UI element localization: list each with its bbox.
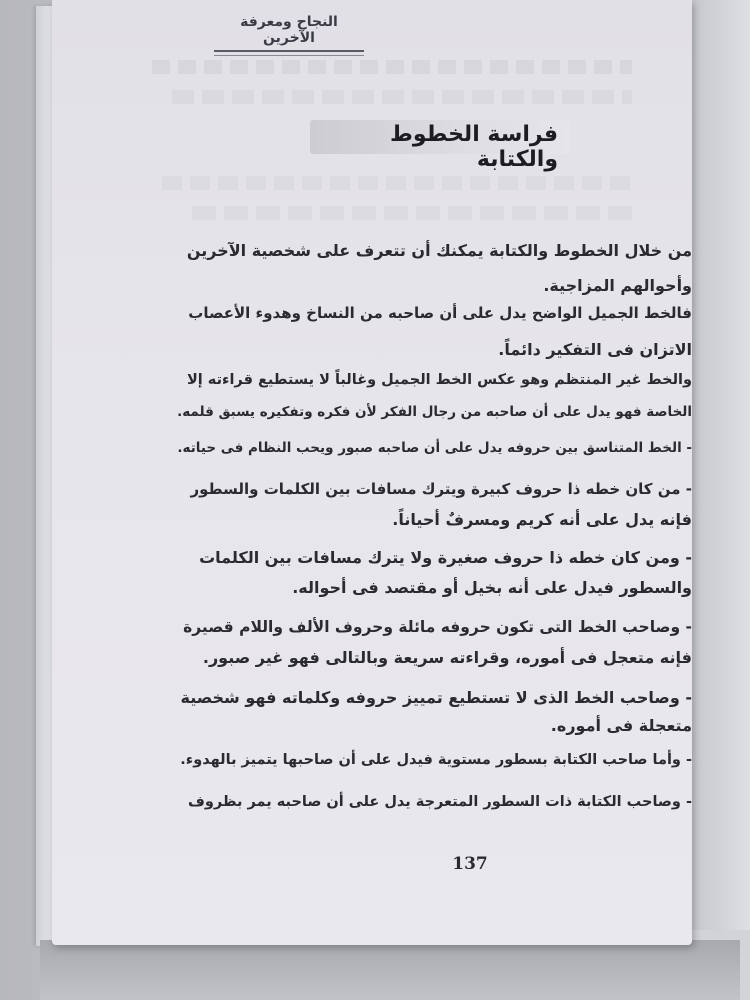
section-title: فراسة الخطوط والكتابة xyxy=(390,122,558,172)
bleed-through xyxy=(162,176,632,190)
text-line: والسطور فيدل على أنه بخيل أو مقتصد فى أحواله. xyxy=(292,578,692,597)
bleed-through xyxy=(152,60,632,74)
text-line: الخاصة فهو يدل على أن صاحبه من رجال الفكر لأن فكره وتفكيره يسبق قلمه. xyxy=(177,404,692,420)
text-line: متعجلة فى أموره. xyxy=(550,716,692,735)
text-line: - ومن كان خطه ذا حروف صغيرة ولا يترك مسافات بين الكلمات xyxy=(199,548,692,567)
text-line: من خلال الخطوط والكتابة يمكنك أن تتعرف على شخصية الآخرين xyxy=(186,241,692,260)
text-line: فإنه يدل على أنه كريم ومسرفٌ أحياناً. xyxy=(392,510,692,529)
text-line: فإنه متعجل فى أموره، وقراءته سريعة وبالتالى فهو غير صبور. xyxy=(202,648,692,667)
text-line: فالخط الجميل الواضح يدل على أن صاحبه من النساخ وهدوء الأعصاب xyxy=(188,304,692,322)
text-line: - وأما صاحب الكتابة بسطور مستوية فيدل على أن صاحبها يتميز بالهدوء. xyxy=(180,752,692,768)
text-line: - من كان خطه ذا حروف كبيرة ويترك مسافات بين الكلمات والسطور xyxy=(190,480,692,498)
text-line: والخط غير المنتظم وهو عكس الخط الجميل وغالباً لا يستطيع قراءته إلا xyxy=(186,372,692,388)
text-line: - وصاحب الكتابة ذات السطور المتعرجة يدل على أن صاحبه يمر بظروف xyxy=(188,794,692,810)
section-title-block xyxy=(310,112,570,172)
table-surface xyxy=(40,940,740,1000)
text-line: - الخط المتناسق بين حروفه يدل على أن صاحبه صبور ويحب النظام فى حياته. xyxy=(177,440,692,456)
page-number: 137 xyxy=(452,854,488,874)
text-line: الاتزان فى التفكير دائماً. xyxy=(498,340,692,359)
text-line: - وصاحب الخط التى تكون حروفه مائلة وحروف الألف واللام قصيرة xyxy=(183,618,692,636)
text-line: - وصاحب الخط الذى لا تستطيع تمييز حروفه وكلماته فهو شخصية xyxy=(180,688,692,707)
bleed-through xyxy=(192,206,632,220)
text-line: وأحوالهم المزاجية. xyxy=(543,276,692,295)
next-page-edge xyxy=(690,0,750,930)
running-header: النجاح ومعرفة الآخرين xyxy=(214,14,364,52)
bleed-through xyxy=(172,90,632,104)
